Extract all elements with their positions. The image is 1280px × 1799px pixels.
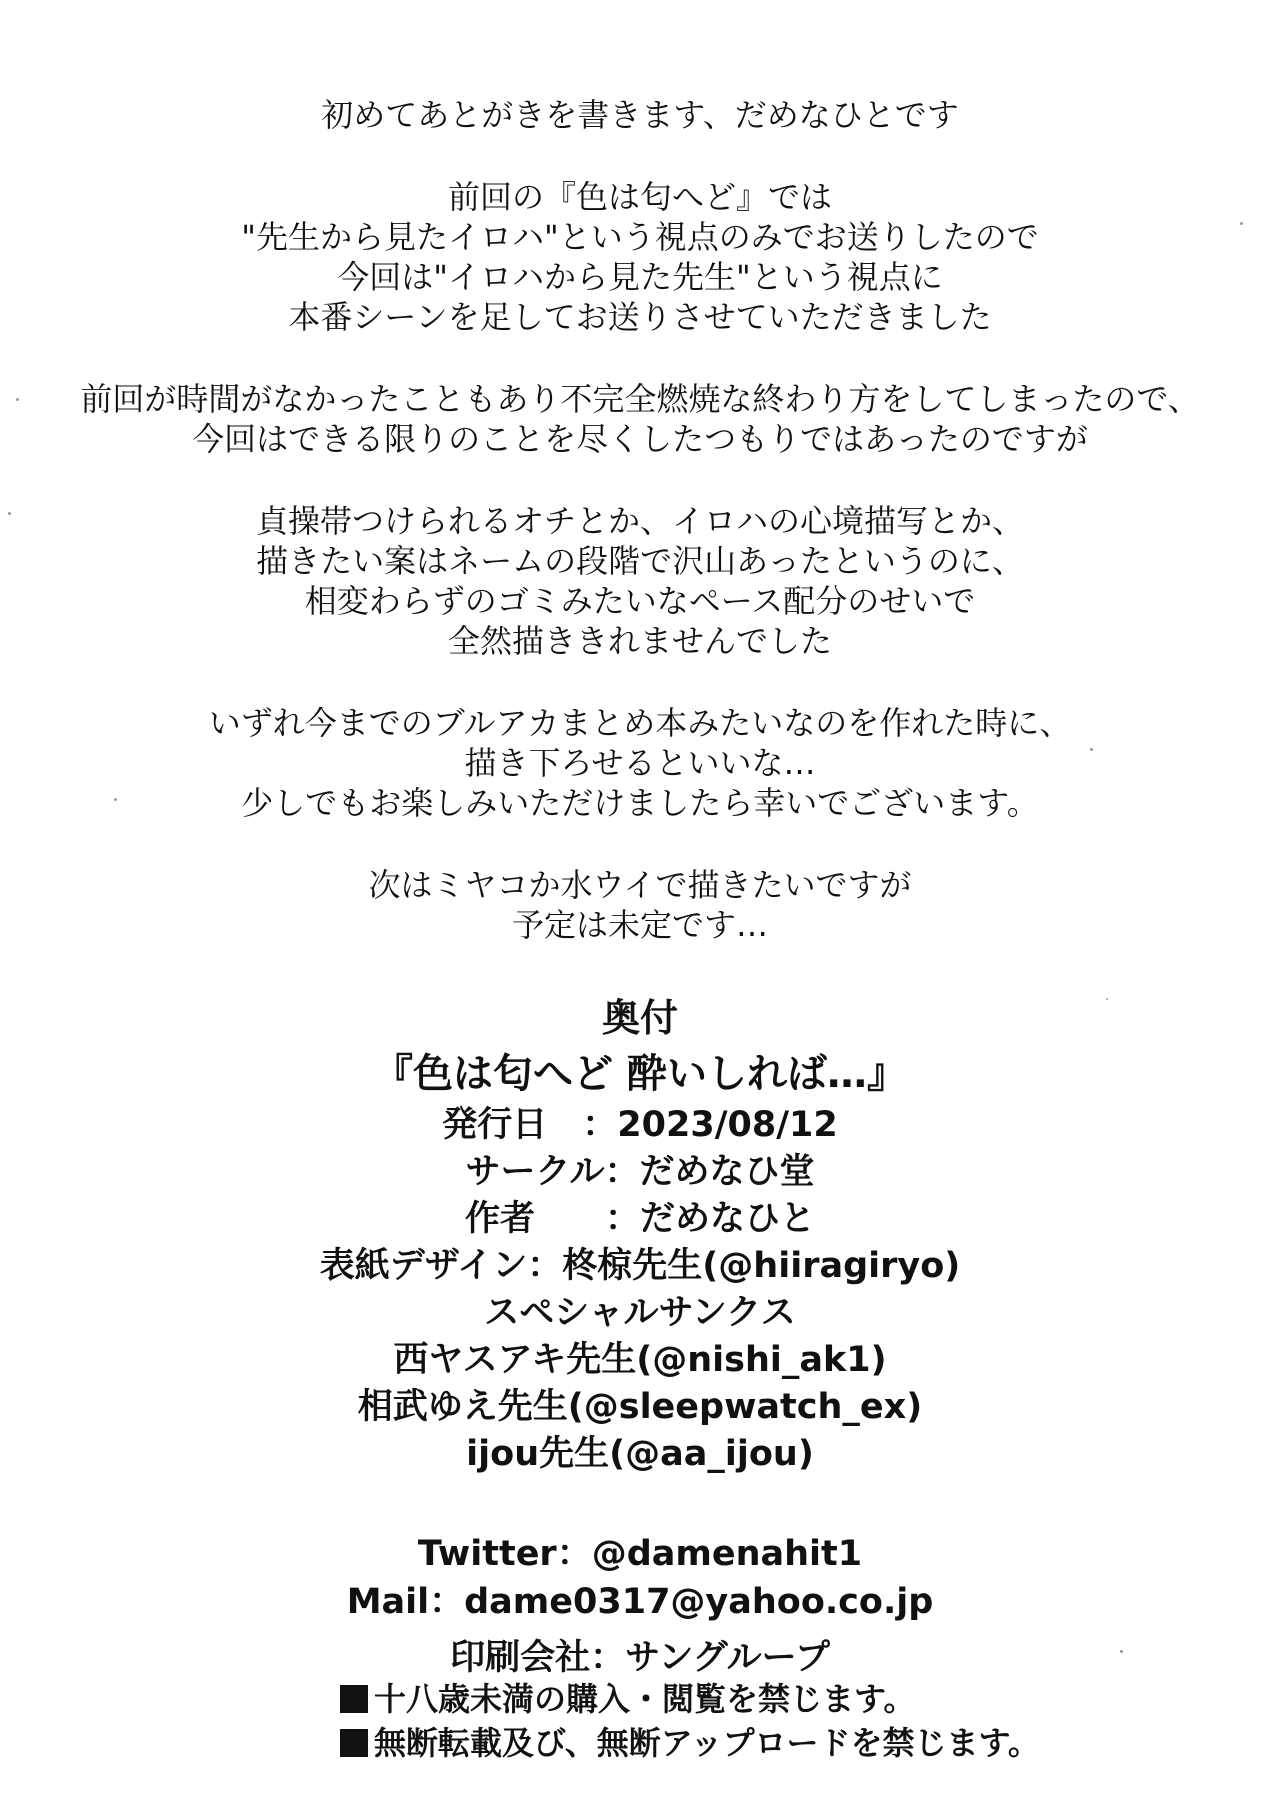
square-bullet-icon — [340, 1685, 368, 1713]
scan-speck — [1240, 222, 1243, 225]
scan-speck — [1106, 998, 1108, 1000]
scan-speck — [1090, 748, 1093, 751]
notice-text: 無断転載及び、無断アップロードを禁じます。 — [374, 1724, 1040, 1762]
author-name: 作者 ：だめなひと — [464, 1199, 815, 1239]
afterword-paragraph — [40, 865, 1240, 945]
afterword-paragraph — [40, 703, 1240, 823]
scan-speck — [16, 398, 19, 401]
afterword-paragraph — [40, 501, 1240, 661]
afterword-line: 全然描ききれませんでした — [447, 622, 832, 660]
cover-design-credit: 表紙デザイン：柊椋先生(@hiiragiryo) — [319, 1246, 961, 1286]
afterword — [40, 95, 1240, 987]
afterword-paragraph — [40, 95, 1240, 135]
mail-address: Mail：dame0317@yahoo.co.jp — [346, 1582, 934, 1622]
afterword-line: 前回の『色は匂へど』では — [447, 178, 832, 216]
legal-notices — [340, 1677, 1040, 1765]
afterword-line: 本番シーンを足してお送りさせていただきました — [288, 298, 992, 336]
notice-text: 十八歳未満の購入・閲覧を禁じます。 — [374, 1680, 916, 1718]
scan-speck — [8, 512, 11, 515]
afterword-paragraph — [40, 379, 1240, 459]
afterword-line: 次はミヤコか水ウイで描きたいですが — [368, 866, 912, 904]
afterword-line: 描きたい案はネームの段階で沢山あったというのに、 — [256, 542, 1024, 580]
notice-item — [340, 1721, 1040, 1765]
colophon-heading: 奥付 — [601, 996, 678, 1040]
afterword-line: "先生から見たイロハ"という視点のみでお送りしたので — [241, 218, 1039, 256]
contact-info — [40, 1530, 1240, 1682]
notice-item — [340, 1677, 1040, 1721]
afterword-paragraph — [40, 177, 1240, 337]
afterword-line: 貞操帯つけられるオチとか、イロハの心境描写とか、 — [255, 502, 1024, 540]
afterword-line: 描き下ろせるといいな… — [464, 744, 816, 782]
release-date: 発行日 ：2023/08/12 — [442, 1105, 838, 1145]
afterword-line: 今回は"イロハから見た先生"という視点に — [337, 258, 943, 296]
twitter-handle: Twitter：@damenahit1 — [417, 1534, 863, 1574]
afterword-line: 相変わらずのゴミみたいなペース配分のせいで — [304, 582, 976, 620]
special-thanks-heading: スペシャルサンクス — [484, 1293, 796, 1333]
printing-company: 印刷会社：サングループ — [450, 1638, 830, 1678]
afterword-line: 少しでもお楽しみいただけましたら幸いでございます。 — [241, 784, 1039, 822]
special-thanks-item: 西ヤスアキ先生(@nishi_ak1) — [393, 1340, 887, 1380]
circle-name: サークル：だめなひ堂 — [465, 1152, 815, 1192]
scan-speck — [1120, 1650, 1123, 1653]
afterword-line: いずれ今までのブルアカまとめ本みたいなのを作れた時に、 — [208, 704, 1072, 742]
book-title: 『色は匂へど 酔いしれば…』 — [373, 1051, 907, 1097]
scan-speck — [114, 798, 117, 801]
afterword-line: 予定は未定です… — [511, 906, 768, 944]
afterword-line: 前回が時間がなかったこともあり不完全燃焼な終わり方をしてしまったので、 — [80, 380, 1200, 418]
afterword-line: 初めてあとがきを書きます、だめなひとです — [321, 96, 959, 134]
special-thanks-item: ijou先生(@aa_ijou) — [466, 1434, 814, 1474]
colophon — [40, 990, 1240, 1478]
square-bullet-icon — [340, 1729, 368, 1757]
special-thanks-item: 相武ゆえ先生(@sleepwatch_ex) — [357, 1387, 923, 1427]
afterword-line: 今回はできる限りのことを尽くしたつもりではあったのですが — [192, 420, 1088, 458]
